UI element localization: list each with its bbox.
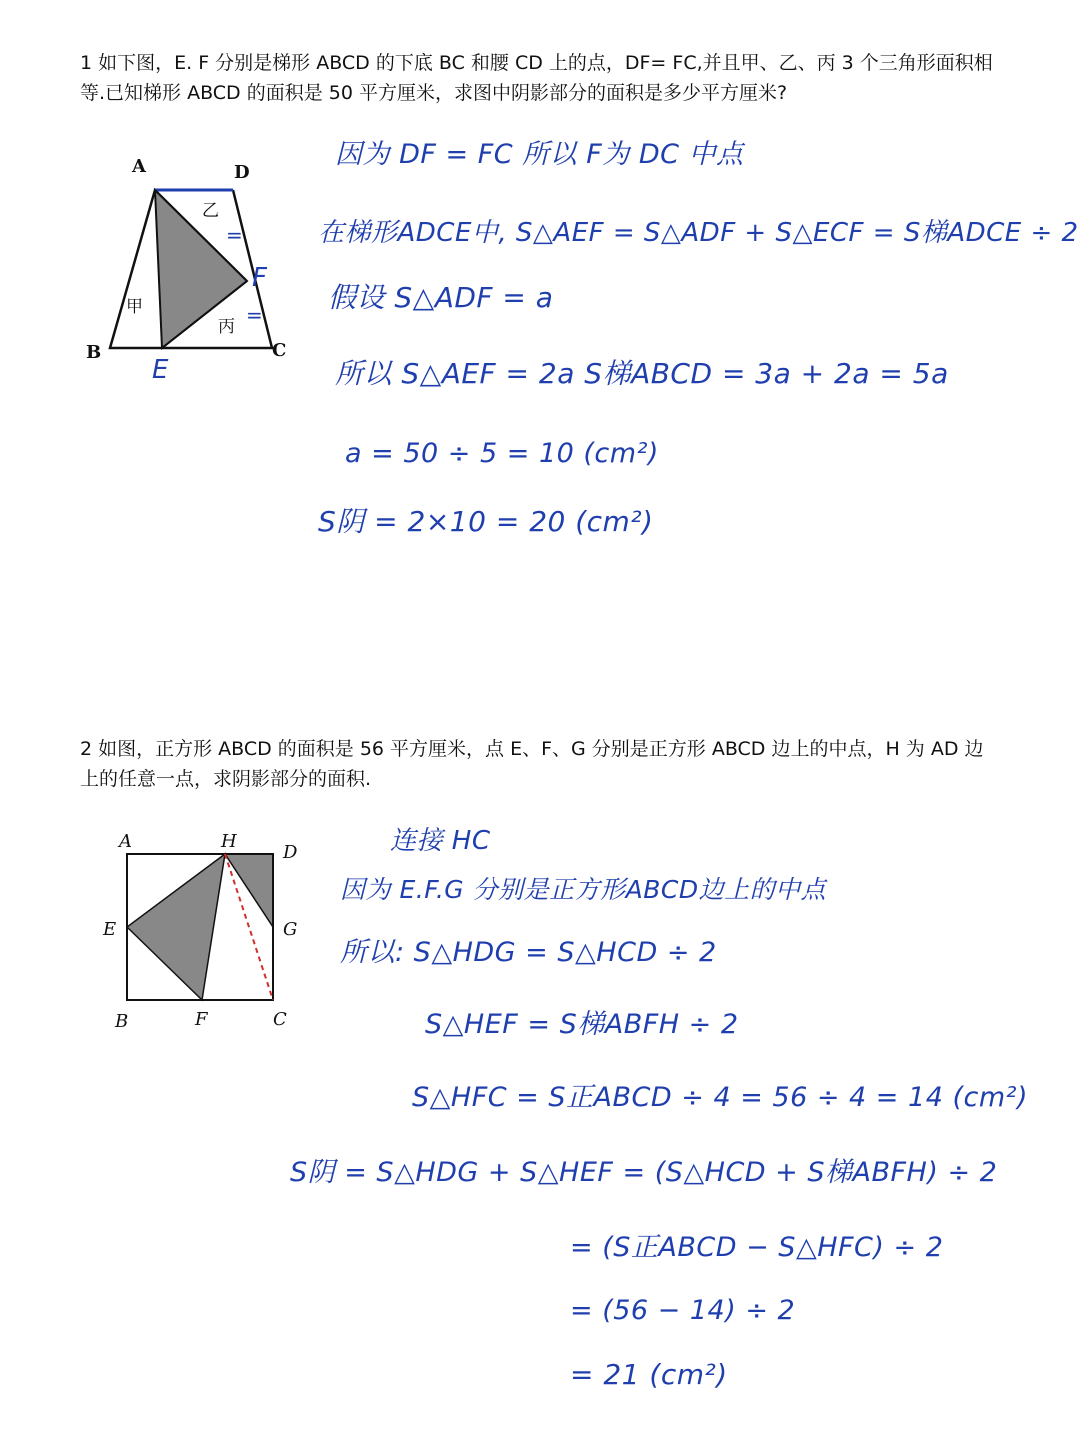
- label-e: E: [103, 919, 117, 940]
- p2-solution-line-2: 因为 E.F.G 分别是正方形ABCD边上的中点: [340, 875, 827, 904]
- label-bing: 丙: [218, 317, 235, 337]
- p2-solution-line-1: 连接 HC: [390, 826, 491, 856]
- p1-solution-line-3: 假设 S△ADF = a: [328, 281, 554, 314]
- p2-solution-line-8: = (56 − 14) ÷ 2: [570, 1295, 796, 1326]
- p1-solution-line-1: 因为 DF = FC 所以 F为 DC 中点: [335, 139, 744, 170]
- label-d: D: [283, 842, 298, 863]
- shaded-triangle-hef: [127, 854, 225, 1000]
- problem-1-text: 1 如下图，E. F 分别是梯形 ABCD 的下底 BC 和腰 CD 上的点，DF= FC,并且甲、乙、丙 3 个三角形面积相等.已知梯形 ABCD 的面积是 50 平方厘米，求图中阴影部分的面积是多少平方厘米?: [80, 52, 993, 104]
- p2-solution-line-6: S阴 = S△HDG + S△HEF = (S△HCD + S梯ABFH) ÷ 2: [290, 1157, 998, 1188]
- p2-solution-line-4: S△HEF = S梯ABFH ÷ 2: [425, 1009, 739, 1040]
- label-c: C: [272, 340, 287, 361]
- problem-2-figure: [95, 825, 320, 1040]
- label-e: E: [152, 355, 169, 385]
- p2-solution-line-7: = (S正ABCD − S△HFC) ÷ 2: [570, 1232, 944, 1263]
- label-f: F: [252, 263, 267, 293]
- p2-solution-line-9: = 21 (cm²): [570, 1358, 728, 1391]
- tick-mark-df: =: [226, 223, 243, 247]
- label-h: H: [221, 831, 237, 852]
- label-g: G: [283, 919, 298, 940]
- p1-solution-line-2: 在梯形ADCE中, S△AEF = S△ADF + S△ECF = S梯ADCE ÷ 2: [318, 218, 1079, 248]
- label-d: D: [234, 162, 250, 183]
- p2-solution-line-3: 所以: S△HDG = S△HCD ÷ 2: [340, 937, 717, 968]
- label-jia: 甲: [126, 297, 143, 317]
- p1-solution-line-6: S阴 = 2×10 = 20 (cm²): [318, 505, 654, 538]
- shaded-triangle-hdg: [225, 854, 273, 927]
- p1-solution-line-5: a = 50 ÷ 5 = 10 (cm²): [345, 438, 659, 469]
- label-a: A: [132, 156, 146, 177]
- label-b: B: [86, 342, 102, 363]
- problem-2-text: 2 如图，正方形 ABCD 的面积是 56 平方厘米，点 E、F、G 分别是正方形 ABCD 边上的中点，H 为 AD 边上的任意一点，求阴影部分的面积.: [80, 738, 984, 790]
- label-a: A: [119, 831, 132, 852]
- p1-solution-line-4: 所以 S△AEF = 2a S梯ABCD = 3a + 2a = 5a: [335, 357, 949, 390]
- label-yi: 乙: [202, 201, 219, 221]
- label-c: C: [273, 1009, 287, 1030]
- label-f: F: [195, 1009, 208, 1030]
- problem-1-figure: [80, 150, 310, 390]
- tick-mark-fc: =: [246, 303, 263, 327]
- label-b: B: [115, 1011, 129, 1032]
- p2-solution-line-5: S△HFC = S正ABCD ÷ 4 = 56 ÷ 4 = 14 (cm²): [412, 1082, 1028, 1113]
